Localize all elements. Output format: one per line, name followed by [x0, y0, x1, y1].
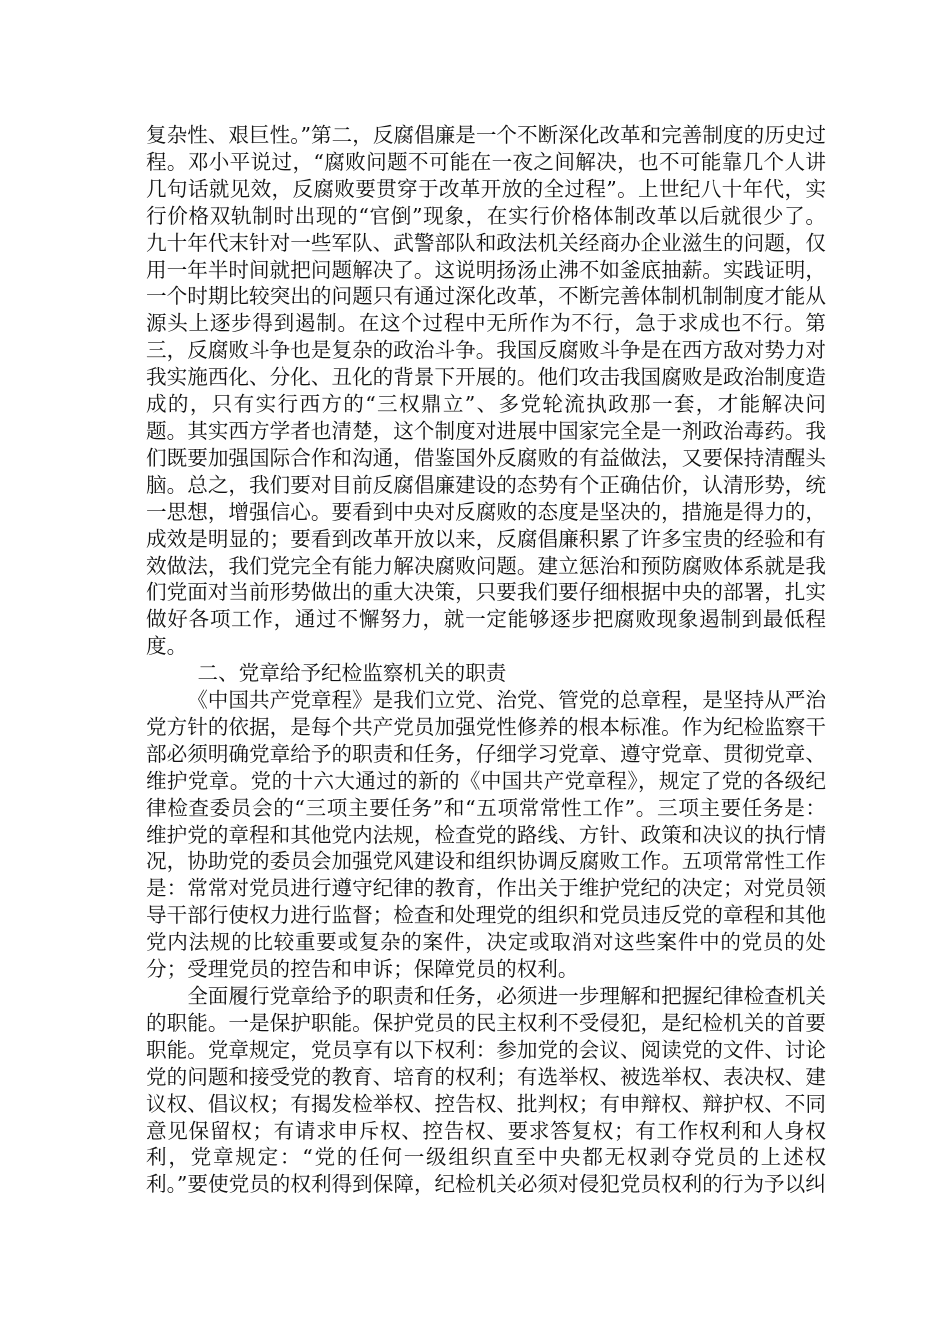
section-heading: 二、党章给予纪检监察机关的职责 [197, 661, 507, 686]
document-page [146, 122, 826, 1198]
paragraph-party-constitution: 《中国共产党章程》是我们立党、治党、管党的总章程，是坚持从严治党方针的依据，是每个共产党员加强党性修养的根本标准。作为纪检监察干部必须明确党章给予的职责和任务，仔细学习党章、遵守党章、贯彻党章、维护党章。党的十六大通过的新的《中国共产党章程》，规定了党的各级纪律检查委员会的“三项主要任务”和“五项常常性工作”。三项主要任务是：维护党的章程和其他党内法规，检查党的路线、方针、政策和决议的执行情况，协助党的委员会加强党风建设和组织协调反腐败工作。五项常常性工作是：常常对党员进行遵守纪律的教育，作出关于维护党纪的决定；对党员领导干部行使权力进行监督；检查和处理党的组织和党员违反党的章程和其他党内法规的比较重要或复杂的案件，决定或取消对这些案件中的党员的处分；受理党员的控告和申诉；保障党员的权利。 [146, 688, 826, 982]
paragraph-functions: 全面履行党章给予的职责和任务，必须进一步理解和把握纪律检查机关的职能。一是保护职能。保护党员的民主权利不受侵犯，是纪检机关的首要职能。党章规定，党员享有以下权利：参加党的会议、阅读党的文件、讨论党的问题和接受党的教育、培育的权利；有选举权、被选举权、表决权、建议权、倡议权；有揭发检举权、控告权、批判权；有申辩权、辩护权、不同意见保留权；有请求申斥权、控告权、要求答复权；有工作权利和人身权利，党章规定：“党的任何一级组织直至中央都无权剥夺党员的上述权利。”要使党员的权利得到保障，纪检机关必须对侵犯党员权利的行为予以纠 [146, 984, 826, 1197]
paragraph-continuation: 复杂性、艰巨性。”第二，反腐倡廉是一个不断深化改革和完善制度的历史过程。邓小平说过，“腐败问题不可能在一夜之间解决，也不可能靠几个人讲几句话就见效，反腐败要贯穿于改革开放的全过程”。上世纪八十年代，实行价格双轨制时出现的“官倒”现象，在实行价格体制改革以后就很少了。九十年代末针对一些军队、武警部队和政法机关经商办企业滋生的问题，仅用一年半时间就把问题解决了。这说明扬汤止沸不如釜底抽薪。实践证明，一个时期比较突出的问题只有通过深化改革，不断完善体制机制制度才能从源头上逐步得到遏制。在这个过程中无所作为不行，急于求成也不行。第三，反腐败斗争也是复杂的政治斗争。我国反腐败斗争是在西方敌对势力对我实施西化、分化、丑化的背景下开展的。他们攻击我国腐败是政治制度造成的，只有实行西方的“三权鼎立”、多党轮流执政那一套，才能解决问题。其实西方学者也清楚，这个制度对进展中国家完全是一剂政治毒药。我们既要加强国际合作和沟通，借鉴国外反腐败的有益做法，又要保持清醒头脑。总之，我们要对目前反腐倡廉建设的态势有个正确估价，认清形势，统一思想，增强信心。要看到中央对反腐败的态度是坚决的，措施是得力的，成效是明显的；要看到改革开放以来，反腐倡廉积累了许多宝贵的经验和有效做法，我们党完全有能力解决腐败问题。建立惩治和预防腐败体系就是我们党面对当前形势做出的重大决策，只要我们要仔细根据中央的部署，扎实做好各项工作，通过不懈努力，就一定能够逐步把腐败现象遏制到最低程度。 [146, 123, 826, 659]
